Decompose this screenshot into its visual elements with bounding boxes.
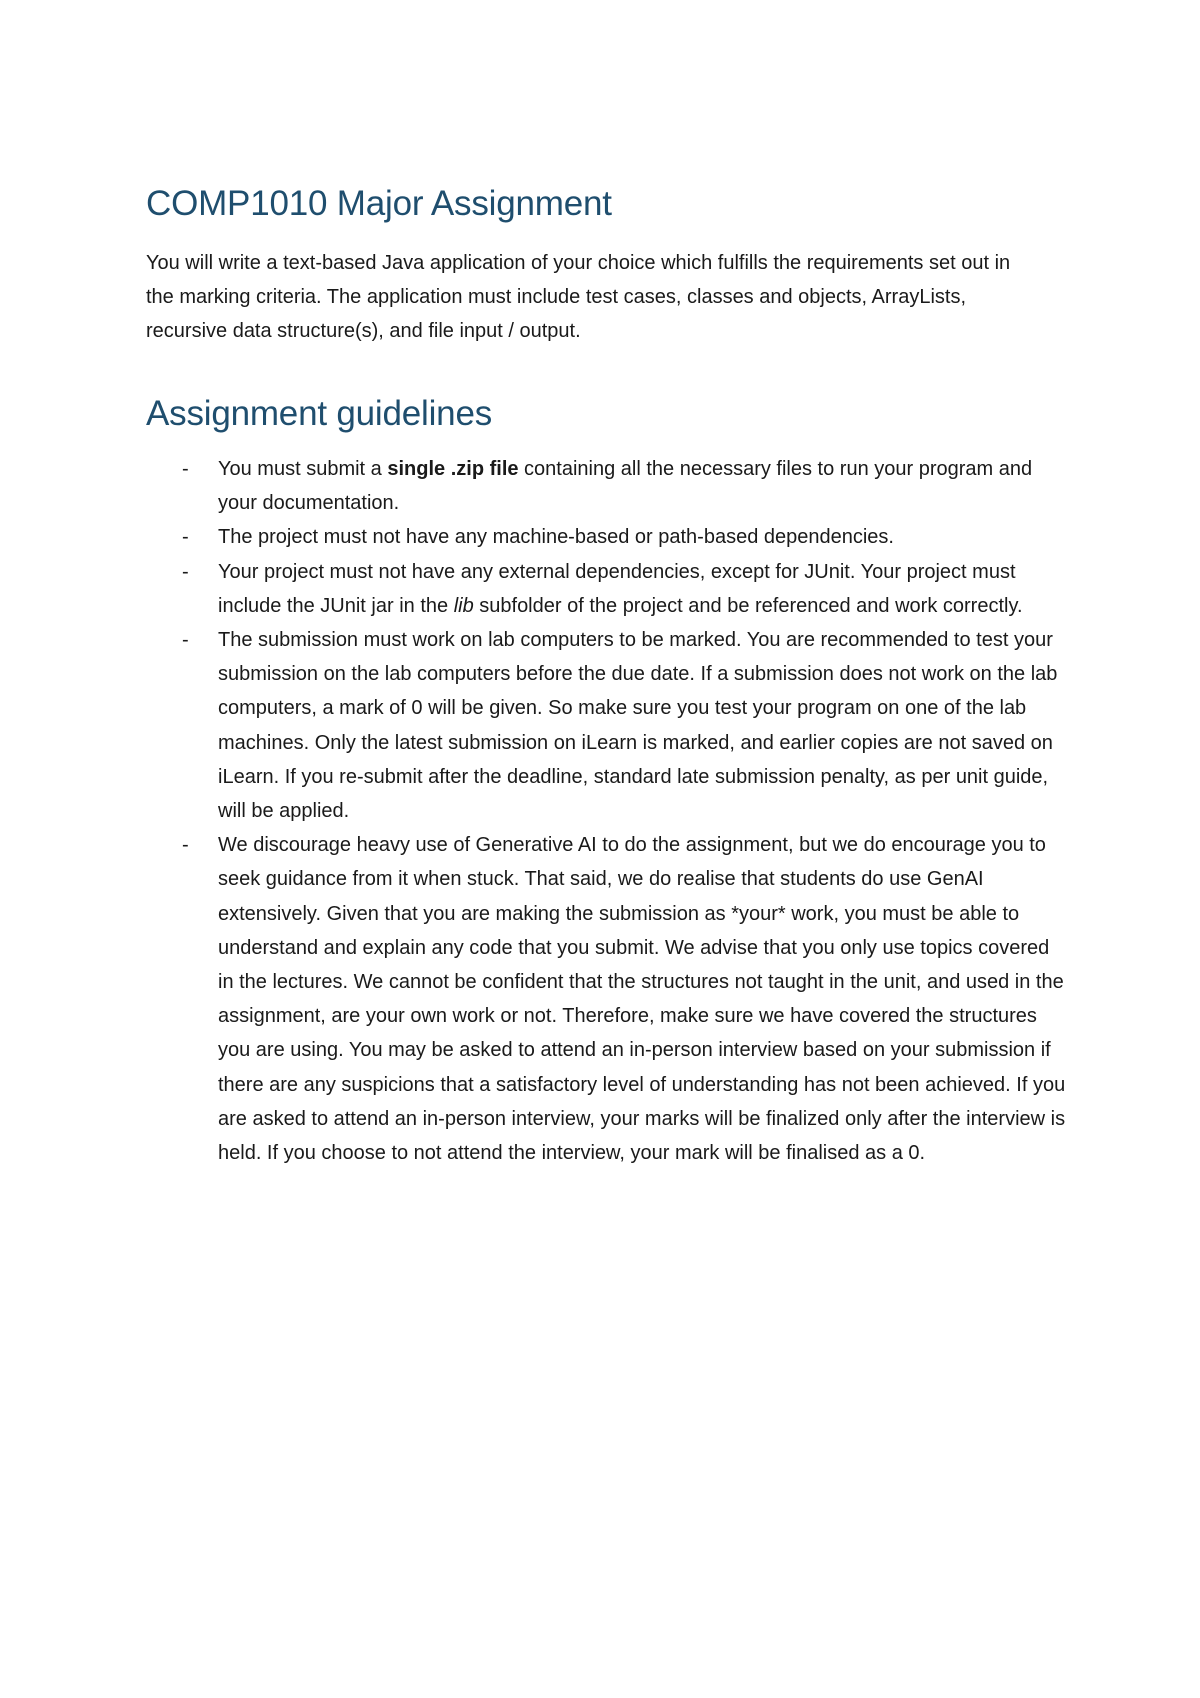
document-title: COMP1010 Major Assignment [146,184,612,223]
guideline-item-junit [146,555,1068,623]
guideline-item-lab-computers [146,623,1068,828]
bullet-dash: - [182,458,189,480]
guideline-bold-text: single .zip file [387,458,519,480]
bullet-dash: - [182,834,189,857]
bullet-dash: - [182,629,189,652]
document-page [146,180,1076,1170]
guidelines-heading: Assignment guidelines [146,394,493,433]
guideline-text: The submission must work on lab computers to be marked. You are recommended to test your submission on the lab computers before the due date. If a submission does not work on the lab computers, a mark of 0 will be given. So make sure you test your program on one of the lab machines. Only the latest submission on iLearn is marked, and earlier copies are not saved on iLearn. If you re-submit after the deadline, standard late submission penalty, as per unit guide, will be applied. [218,629,1058,823]
guideline-text: You must submit a [218,458,388,480]
intro-paragraph: You will write a text-based Java application of your choice which fulfills the requirements set out in the marking criteria. The application must include test cases, classes and objects, ArrayLists, recursive data structure(s), and file input / output. [146,252,1011,342]
guideline-text: The project must not have any machine-based or path-based dependencies. [218,526,894,549]
guideline-text: We discourage heavy use of Generative AI to do the assignment, but we do encourage you to seek guidance from it when stuck. That said, we do realise that students do use GenAI extensively. Given that you are making the submission as *your* work, you must be able to understand and explain any code that you submit. We advise that you only use topics covered in the lectures. We cannot be confident that the structures not taught in the unit, and used in the assignment, are your own work or not. Therefore, make sure we have covered the structures you are using. You may be asked to attend an in-person interview based on your submission if there are any suspicions that a satisfactory level of understanding has not been achieved. If you are asked to attend an in-person interview, your marks will be finalized only after the interview is held. If you choose to not attend the interview, your mark will be finalised as a 0. [218,834,1066,1165]
guideline-text: containing all the necessary files to run your program and your documentation. [218,458,1033,515]
guideline-text: subfolder of the project and be referenced and work correctly. [473,594,1023,617]
guideline-text: Your project must not have any external dependencies, except for JUnit. Your project must include the JUnit jar in the [218,560,1016,617]
guideline-item-no-dependencies [146,520,1068,554]
guidelines-list [146,452,1076,1170]
bullet-dash: - [182,560,189,583]
guideline-italic-text: lib [453,594,474,617]
bullet-dash: - [182,526,189,549]
guideline-item-generative-ai [146,828,1068,1170]
guideline-item-submit-zip [146,452,1068,520]
